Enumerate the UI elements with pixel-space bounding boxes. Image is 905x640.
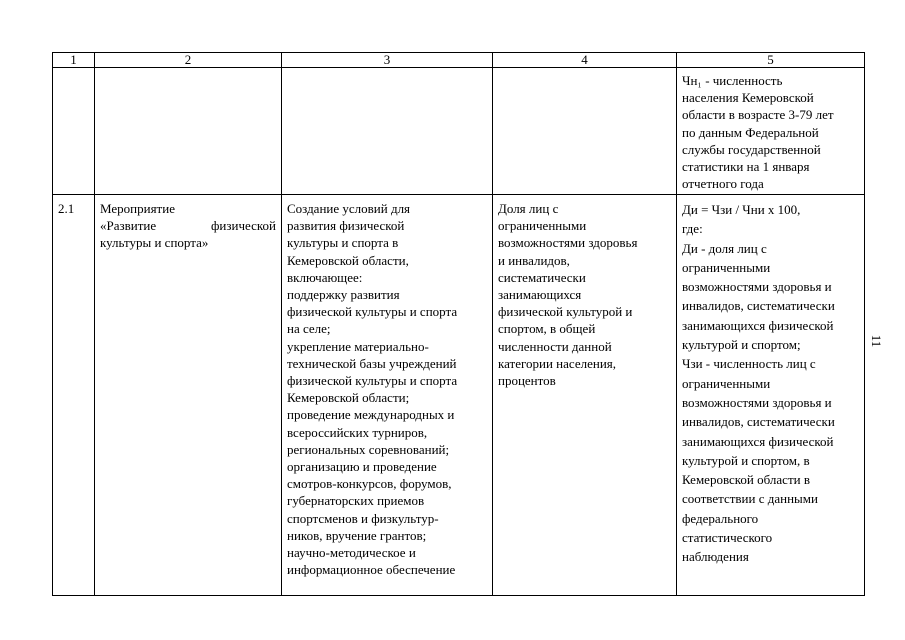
event-name-line-1: Мероприятие bbox=[100, 201, 175, 216]
table-row-continuation bbox=[53, 68, 865, 195]
header-col-1: 1 bbox=[53, 53, 95, 68]
cell-indicator-name: Доля лиц с ограниченными возможностями здоровья и инвалидов, систематически занимающихся физической культурой и спортом, в общей численности данной категории населения, процентов bbox=[493, 195, 677, 596]
page-number: 11 bbox=[869, 334, 884, 348]
header-col-4: 4 bbox=[493, 53, 677, 68]
table-header-row bbox=[53, 53, 865, 68]
cell-empty-1 bbox=[53, 68, 95, 195]
cell-empty-2 bbox=[95, 68, 282, 195]
cell-empty-4 bbox=[493, 68, 677, 195]
header-col-2: 2 bbox=[95, 53, 282, 68]
header-col-5: 5 bbox=[677, 53, 865, 68]
table-row-2-1 bbox=[53, 195, 865, 596]
cell-formula: Ди = Чзи / Чни х 100, где: Ди - доля лиц с ограниченными возможностями здоровья и инвалидов, систематически занимающихся физической культурой и спортом; Чзи - численность лиц с ограниченными возможностями здоровья и инвалидов, систематически занимающихся физической культурой и спортом, в Кемеровской области в соответствии с данными федерального статистического наблюдения bbox=[677, 195, 865, 596]
cell-population-definition: Чн₁ - численность населения Кемеровской области в возрасте 3-79 лет по данным Федеральной службы государственной статистики на 1 января отчетного года bbox=[677, 68, 865, 195]
cell-empty-3 bbox=[282, 68, 493, 195]
cell-item-number: 2.1 bbox=[53, 195, 95, 596]
event-name-line-3: культуры и спорта» bbox=[100, 235, 209, 251]
cell-event-name bbox=[95, 195, 282, 596]
event-name-line-2: «Развитие физической bbox=[100, 218, 276, 234]
cell-event-description: Создание условий для развития физической культуры и спорта в Кемеровской области, включающее: поддержку развития физической культуры и спорта на селе; укрепление материально- технической базы учреждений физической культуры и спорта Кемеровской области; проведение международных и всероссийских турниров, региональных соревнований; организацию и проведение смотров-конкурсов, форумов, губернаторских приемов спортсменов и физкультур- ников, вручение грантов; научно-методическое и информационное обеспечение bbox=[282, 195, 493, 596]
indicators-table bbox=[52, 52, 865, 596]
header-col-3: 3 bbox=[282, 53, 493, 68]
